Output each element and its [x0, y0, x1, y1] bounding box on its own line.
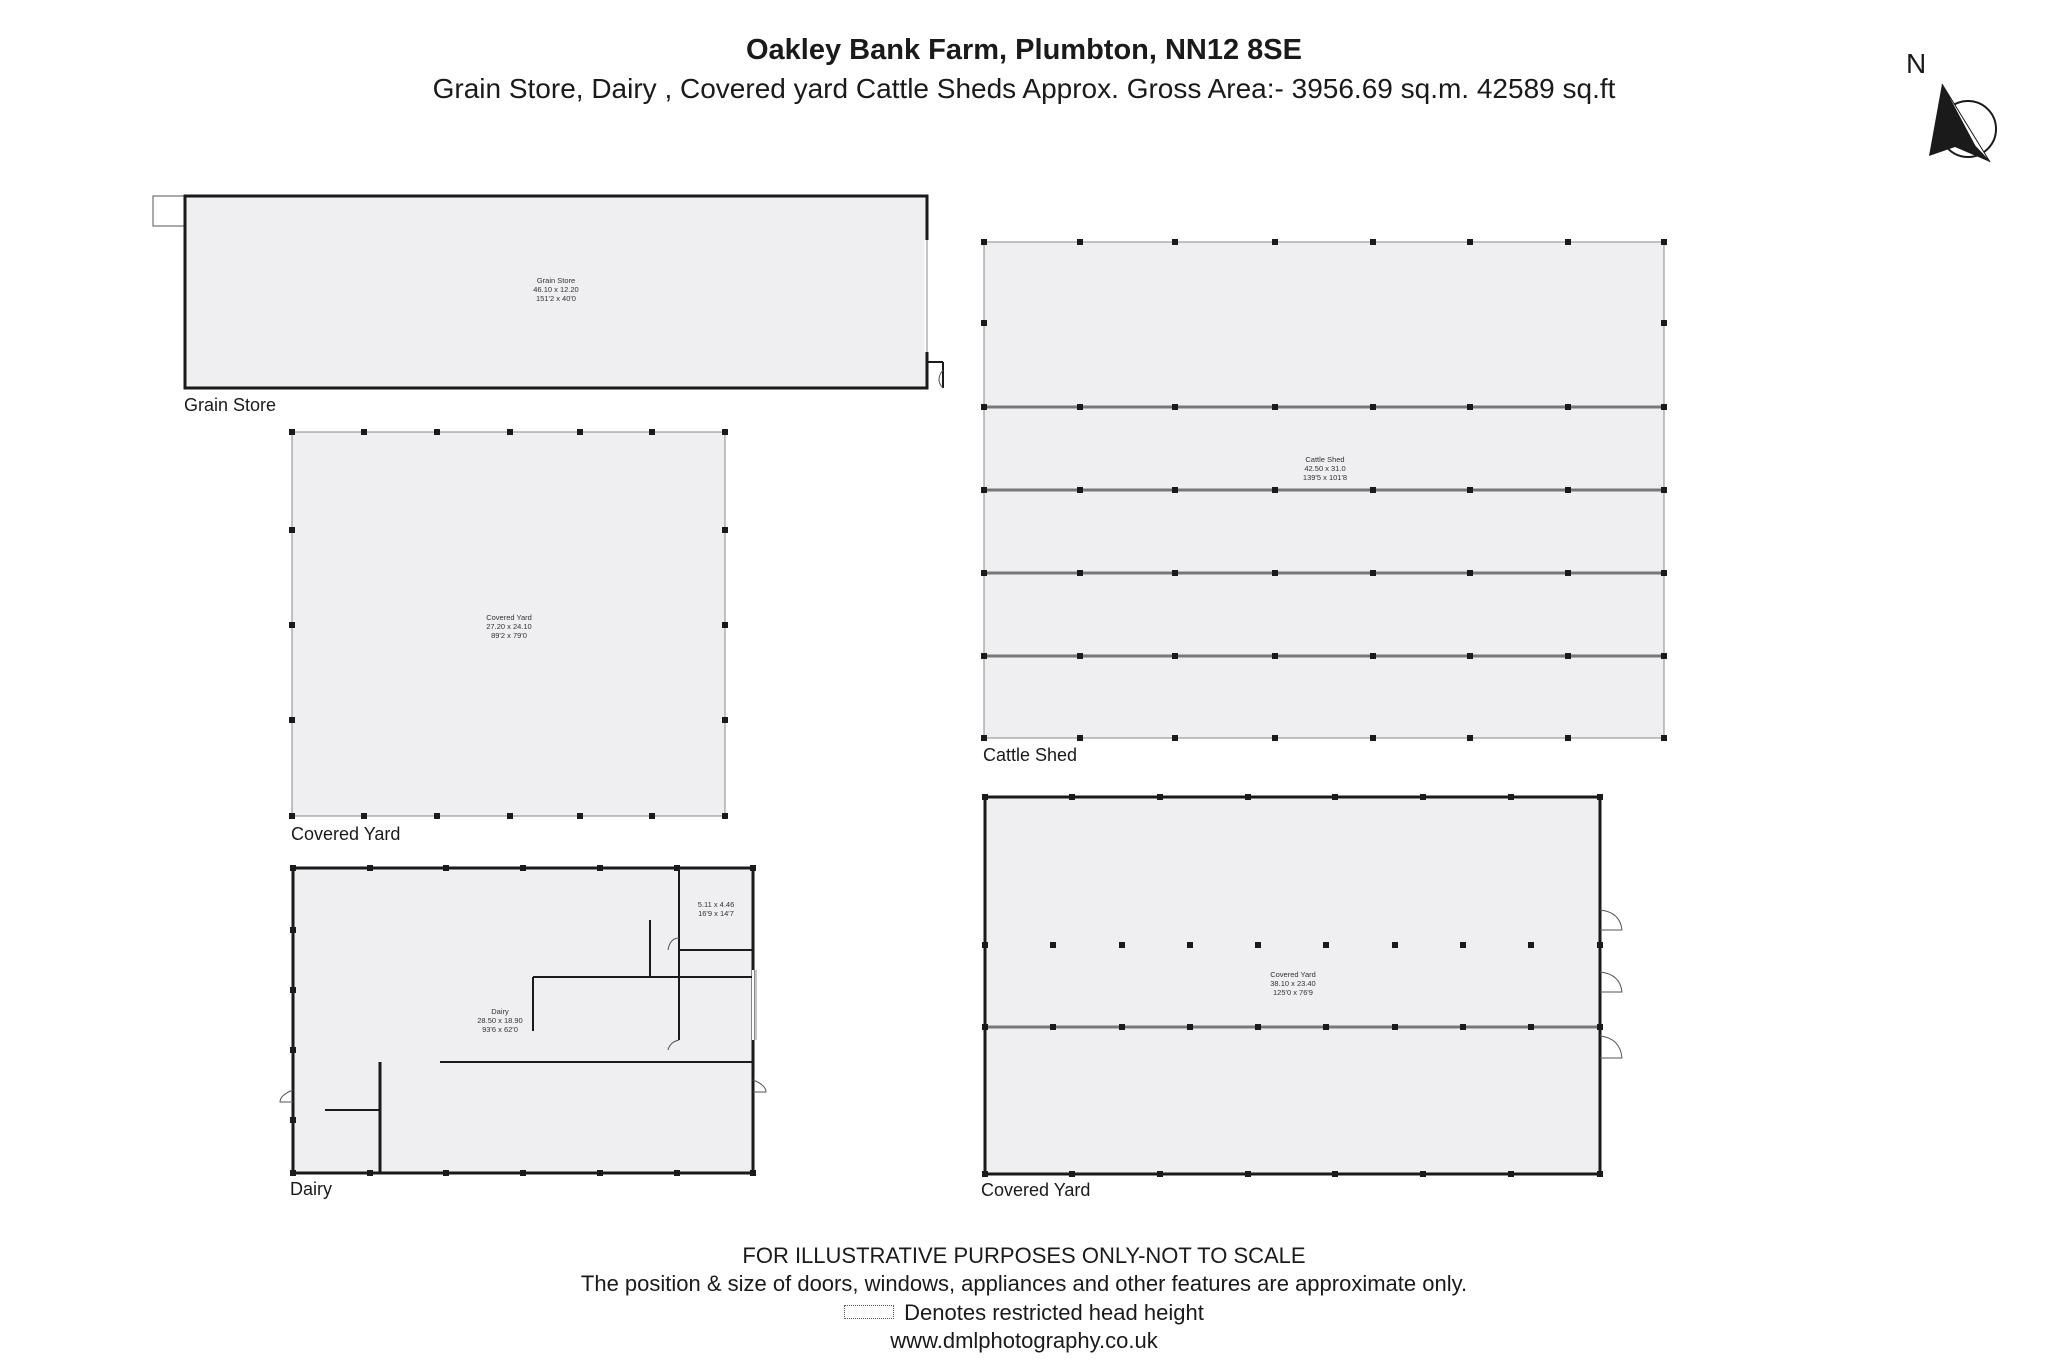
structural-post [1661, 320, 1667, 326]
covered-yard-2-label: Covered Yard [981, 1180, 1091, 1200]
structural-post [507, 813, 513, 819]
structural-post [674, 1170, 680, 1176]
dairy-label: Dairy [290, 1179, 333, 1199]
structural-post [1420, 1171, 1426, 1177]
page-subtitle: Grain Store, Dairy , Covered yard Cattle Sheds Approx. Gross Area:- 3956.69 sq.m. 42589 sq.ft [432, 73, 1616, 104]
structural-post [289, 717, 295, 723]
structural-post [1119, 942, 1125, 948]
structural-post [1077, 570, 1083, 576]
structural-post [1077, 404, 1083, 410]
structural-post [1528, 942, 1534, 948]
structural-post [1077, 735, 1083, 741]
structural-post [1172, 239, 1178, 245]
structural-post [674, 865, 680, 871]
structural-post [1467, 570, 1473, 576]
structural-post [1077, 487, 1083, 493]
structural-post [722, 717, 728, 723]
structural-post [1255, 942, 1261, 948]
restricted-head-height-swatch [844, 1305, 894, 1319]
structural-post [1370, 404, 1376, 410]
structural-post [1661, 653, 1667, 659]
structural-post [1077, 239, 1083, 245]
structural-post [750, 1170, 756, 1176]
cattle-shed-room-label: Cattle Shed 42.50 x 31.0 139'5 x 101'8 [1302, 455, 1348, 482]
structural-post [1323, 1024, 1329, 1030]
structural-post [1370, 487, 1376, 493]
structural-post [1661, 404, 1667, 410]
structural-post [1272, 570, 1278, 576]
structural-post [289, 622, 295, 628]
structural-post [1565, 570, 1571, 576]
structural-post [1597, 1024, 1603, 1030]
structural-post [722, 429, 728, 435]
structural-post [1597, 942, 1603, 948]
structural-post [1272, 239, 1278, 245]
structural-post [507, 429, 513, 435]
structural-post [1597, 1171, 1603, 1177]
dairy-plan [280, 865, 766, 1176]
structural-post [1597, 794, 1603, 800]
structural-post [1508, 1171, 1514, 1177]
structural-post [1528, 1024, 1534, 1030]
structural-post [982, 1024, 988, 1030]
structural-post [1069, 794, 1075, 800]
structural-post [1661, 570, 1667, 576]
structural-post [1332, 794, 1338, 800]
structural-post [1157, 794, 1163, 800]
structural-post [1508, 794, 1514, 800]
approximation-note: The position & size of doors, windows, appliances and other features are approximate only. [580, 1271, 1468, 1296]
structural-post [443, 1170, 449, 1176]
structural-post [1272, 487, 1278, 493]
structural-post [290, 865, 296, 871]
structural-post [1370, 239, 1376, 245]
legend [0, 1300, 2048, 1326]
structural-post [290, 1047, 296, 1053]
structural-post [1050, 942, 1056, 948]
structural-post [289, 429, 295, 435]
cattle-shed-plan [981, 239, 1667, 741]
structural-post [1272, 653, 1278, 659]
structural-post [1370, 570, 1376, 576]
structural-post [1255, 1024, 1261, 1030]
structural-post [434, 429, 440, 435]
grain-store-room-label: Grain Store 46.10 x 12.20 151'2 x 40'0 [533, 276, 579, 303]
structural-post [290, 1117, 296, 1123]
grain-store-label: Grain Store [184, 395, 277, 415]
dairy-small-room-label: 5.11 x 4.46 16'9 x 14'7 [697, 900, 735, 918]
legend-text: Denotes restricted head height [904, 1300, 1204, 1325]
structural-post [722, 813, 728, 819]
structural-post [434, 813, 440, 819]
structural-post [289, 813, 295, 819]
structural-post [361, 429, 367, 435]
structural-post [1460, 942, 1466, 948]
structural-post [1172, 735, 1178, 741]
structural-post [443, 865, 449, 871]
structural-post [982, 942, 988, 948]
structural-post [1460, 1024, 1466, 1030]
covered-yard-1-label: Covered Yard [291, 824, 401, 844]
structural-post [1272, 404, 1278, 410]
structural-post [750, 865, 756, 871]
structural-post [982, 1171, 988, 1177]
structural-post [722, 527, 728, 533]
structural-post [367, 865, 373, 871]
structural-post [1565, 735, 1571, 741]
structural-post [1119, 1024, 1125, 1030]
structural-post [1661, 735, 1667, 741]
structural-post [1370, 735, 1376, 741]
structural-post [1565, 487, 1571, 493]
structural-post [290, 1170, 296, 1176]
structural-post [1392, 1024, 1398, 1030]
structural-post [981, 239, 987, 245]
structural-post [981, 487, 987, 493]
structural-post [1245, 794, 1251, 800]
structural-post [1332, 1171, 1338, 1177]
structural-post [1172, 404, 1178, 410]
structural-post [1245, 1171, 1251, 1177]
structural-post [1661, 239, 1667, 245]
structural-post [290, 987, 296, 993]
structural-post [1467, 404, 1473, 410]
structural-post [1172, 653, 1178, 659]
north-label: N [1906, 48, 1927, 79]
structural-post [290, 927, 296, 933]
north-arrow-icon [1929, 84, 1996, 162]
structural-post [1467, 735, 1473, 741]
structural-post [1467, 239, 1473, 245]
structural-post [1187, 1024, 1193, 1030]
structural-post [597, 1170, 603, 1176]
covered-yard-1-room-label: Covered Yard 27.20 x 24.10 89'2 x 79'0 [486, 613, 532, 640]
structural-post [981, 570, 987, 576]
structural-post [361, 813, 367, 819]
structural-post [981, 404, 987, 410]
dairy-room-label: Dairy 28.50 x 18.90 93'6 x 62'0 [477, 1007, 523, 1034]
structural-post [367, 1170, 373, 1176]
structural-post [722, 622, 728, 628]
structural-post [981, 735, 987, 741]
structural-post [1050, 1024, 1056, 1030]
structural-post [577, 429, 583, 435]
structural-post [1077, 653, 1083, 659]
structural-post [597, 865, 603, 871]
structural-post [1565, 653, 1571, 659]
structural-post [1467, 487, 1473, 493]
structural-post [577, 813, 583, 819]
structural-post [1420, 794, 1426, 800]
cattle-shed-label: Cattle Shed [983, 745, 1078, 765]
structural-post [1069, 1171, 1075, 1177]
covered-yard-2-room-label: Covered Yard 38.10 x 23.40 125'0 x 76'9 [1270, 970, 1316, 997]
structural-post [1370, 653, 1376, 659]
structural-post [1187, 942, 1193, 948]
disclaimer-text: FOR ILLUSTRATIVE PURPOSES ONLY-NOT TO SCALE [742, 1243, 1306, 1268]
page-title: Oakley Bank Farm, Plumbton, NN12 8SE [745, 34, 1302, 66]
structural-post [1157, 1171, 1163, 1177]
structural-post [982, 794, 988, 800]
structural-post [981, 320, 987, 326]
structural-post [649, 813, 655, 819]
structural-post [1323, 942, 1329, 948]
website-link[interactable]: www.dmlphotography.co.uk [890, 1328, 1158, 1353]
structural-post [1172, 570, 1178, 576]
structural-post [1172, 487, 1178, 493]
structural-post [1272, 735, 1278, 741]
structural-post [981, 653, 987, 659]
structural-post [520, 865, 526, 871]
structural-post [1392, 942, 1398, 948]
structural-post [520, 1170, 526, 1176]
structural-post [1467, 653, 1473, 659]
structural-post [1565, 404, 1571, 410]
structural-post [289, 527, 295, 533]
structural-post [649, 429, 655, 435]
structural-post [1661, 487, 1667, 493]
structural-post [1565, 239, 1571, 245]
